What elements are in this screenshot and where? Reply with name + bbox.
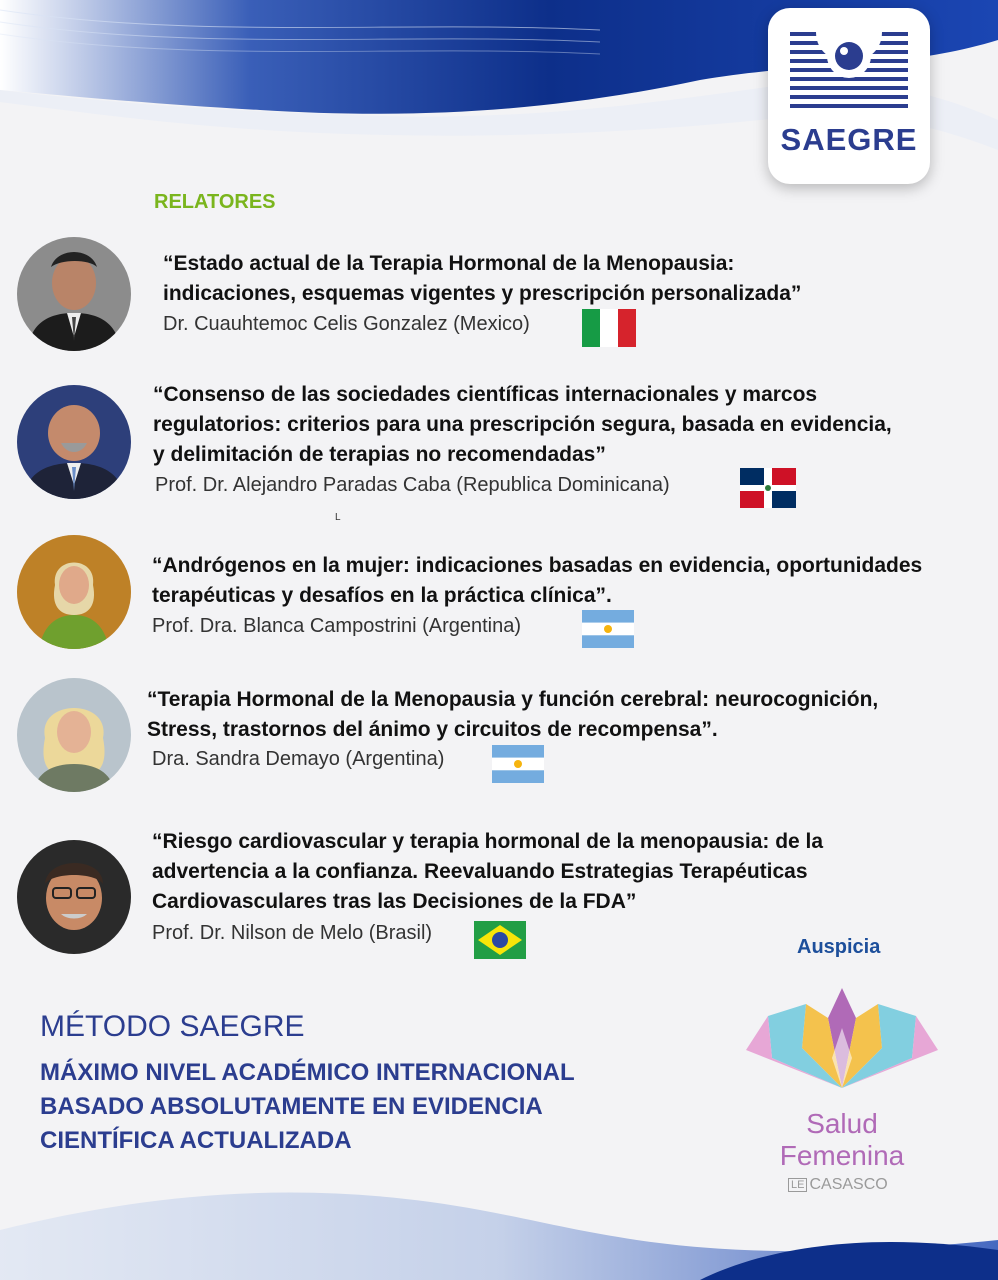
- argentina-flag-icon: [492, 745, 544, 783]
- talk-title: “Andrógenos en la mujer: indicaciones basadas en evidencia, oportunidades terapéuticas y desafíos en la práctica clínica”.: [152, 554, 923, 607]
- method-title: MÉTODO SAEGRE: [40, 1010, 305, 1043]
- lotus-logo-icon: [742, 988, 942, 1106]
- speaker-photo: [17, 678, 131, 792]
- talk-title: “Consenso de las sociedades científicas internacionales y marcos regulatorios: criterios para una prescripción segura, basada en evidencia, y delimitación de terapias no recomendadas”: [153, 383, 892, 466]
- talk-title: “Terapia Hormonal de la Menopausia y función cerebral: neurocognición, Stress, trastornos del ánimo y circuitos de recompensa”.: [147, 688, 879, 741]
- speaker-photo: [17, 535, 131, 649]
- speaker-name: Dra. Sandra Demayo (Argentina): [152, 748, 445, 770]
- speaker-name: Prof. Dr. Nilson de Melo (Brasil): [152, 922, 433, 944]
- talk-title: “Estado actual de la Terapia Hormonal de la Menopausia: indicaciones, esquemas vigentes y prescripción personalizada”: [163, 252, 802, 305]
- sponsor-name-line1: Salud: [806, 1108, 878, 1139]
- company-mark: LE: [788, 1178, 807, 1192]
- talk-title: “Riesgo cardiovascular y terapia hormonal de la menopausia: de la advertencia a la confianza. Reevaluando Estrategias Terapéuticas Cardiovasculares tras las Decisiones de la FDA”: [152, 830, 824, 913]
- speaker-name: Prof. Dr. Alejandro Paradas Caba (Republica Dominicana): [155, 474, 670, 496]
- speaker-name: Dr. Cuauhtemoc Celis Gonzalez (Mexico): [163, 313, 530, 335]
- footer-wave-background: [0, 1160, 998, 1280]
- stray-mark: L: [335, 512, 341, 523]
- section-title: RELATORES: [154, 191, 276, 213]
- speaker-name: Prof. Dra. Blanca Campostrini (Argentina): [152, 615, 522, 637]
- speaker-photo: [17, 385, 131, 499]
- saegre-logo: [768, 8, 930, 184]
- speaker-photo: [17, 237, 131, 351]
- dominican-republic-flag-icon: [740, 468, 796, 508]
- method-claim: MÁXIMO NIVEL ACADÉMICO INTERNACIONAL BASADO ABSOLUTAMENTE EN EVIDENCIA CIENTÍFICA ACTUALIZADA: [40, 1059, 575, 1154]
- brazil-flag-icon: [474, 921, 526, 959]
- italy-flag-icon: [582, 309, 636, 347]
- sponsor-company: LE CASASCO: [788, 1176, 888, 1194]
- sponsor-label: Auspicia: [797, 936, 881, 958]
- speaker-photo: [17, 840, 131, 954]
- brand-name: SAEGRE: [780, 122, 918, 157]
- sponsor-name-line2: Femenina: [779, 1140, 905, 1171]
- argentina-flag-icon: [582, 610, 634, 648]
- eye-logo-icon: [790, 32, 908, 118]
